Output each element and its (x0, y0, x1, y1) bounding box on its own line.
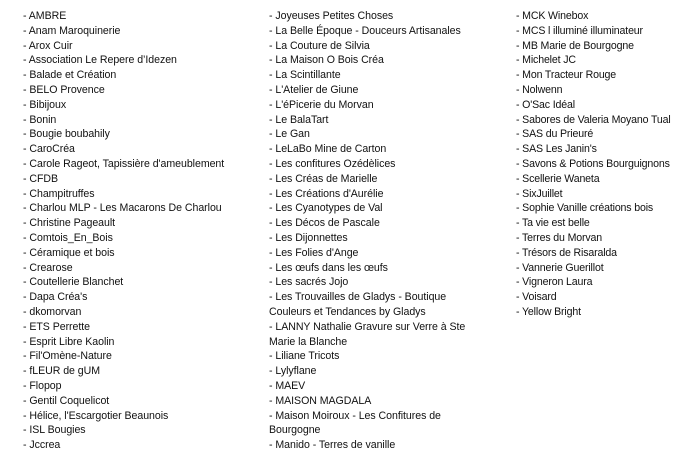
list-item: - Jccrea (23, 439, 61, 452)
list-item: - Gentil Coquelicot (23, 394, 110, 407)
list-item: - Céramique et bois (23, 246, 115, 259)
list-item: - SixJuillet (516, 187, 563, 200)
list-item: - MAISON MAGDALA (269, 394, 372, 407)
list-item: Couleurs et Tendances by Gladys (269, 305, 426, 318)
list-column-2 (269, 9, 507, 453)
list-item: - Sophie Vanille créations bois (516, 202, 654, 215)
list-item: - Mon Tracteur Rouge (516, 69, 617, 82)
list-item: - CaroCréa (23, 143, 75, 156)
list-item: - Bougie boubahily (23, 128, 110, 141)
list-item: - Nolwenn (516, 83, 563, 96)
list-item: - Les Créations d'Aurélie (269, 187, 384, 200)
list-item: - Anam Maroquinerie (23, 24, 121, 37)
list-item: - L'éPicerie du Morvan (269, 98, 374, 111)
list-item: - Manido - Terres de vanille (269, 439, 396, 452)
list-item: - SAS du Prieuré (516, 128, 594, 141)
list-item: - La Belle Époque - Douceurs Artisanales (269, 24, 461, 37)
list-item: - Les Dijonnettes (269, 231, 348, 244)
list-item: - Terres du Morvan (516, 231, 603, 244)
list-item: - BELO Provence (23, 83, 105, 96)
list-item: - Joyeuses Petites Choses (269, 10, 394, 22)
list-item: - fLEUR de gUM (23, 365, 101, 378)
list-item: - AMBRE (23, 10, 67, 22)
list-item: - Sabores de Valeria Moyano Tual (516, 113, 671, 126)
list-item: - MB Marie de Bourgogne (516, 39, 634, 52)
list-item: - Les sacrés Jojo (269, 276, 349, 289)
list-item: Bourgogne (269, 424, 321, 437)
list-item: Marie la Blanche (269, 335, 348, 348)
list-item: - Le BalaTart (269, 113, 329, 126)
list-item: - Association Le Repere d’Idezen (23, 54, 177, 67)
list-item: - La Maison O Bois Créa (269, 54, 384, 67)
list-item: - Crearose (23, 261, 73, 274)
list-item: - Yellow Bright (516, 305, 581, 318)
list-item: - Savons & Potions Bourguignons (516, 157, 670, 170)
list-item: - Les Trouvailles de Gladys - Boutique (269, 291, 447, 304)
list-item: - MCS l illuminé illuminateur (516, 24, 643, 37)
list-item: - Scellerie Waneta (516, 172, 600, 185)
list-item: - Le Gan (269, 128, 310, 141)
list-item: - Carole Rageot, Tapissière d'ameublement (23, 157, 225, 170)
list-column-3 (516, 9, 688, 320)
list-item: - Trésors de Risaralda (516, 246, 617, 259)
list-item: - MCK Winebox (516, 10, 589, 22)
list-item: - Christine Pageault (23, 217, 116, 230)
list-item: - Hélice, l'Escargotier Beaunois (23, 409, 169, 422)
list-item: - Flopop (23, 379, 62, 392)
list-item: - Les confitures Ozédèlices (269, 157, 396, 170)
list-item: - Arox Cuir (23, 39, 73, 52)
list-item: - Les Décos de Pascale (269, 217, 380, 230)
list-item: - Balade et Création (23, 69, 117, 82)
list-item: - Les œufs dans les œufs (269, 261, 388, 274)
list-item: - La Scintillante (269, 69, 341, 82)
list-item: - Vannerie Guerillot (516, 261, 604, 274)
list-item: - Les Folies d'Ange (269, 246, 359, 259)
list-item: - LANNY Nathalie Gravure sur Verre à Ste (269, 320, 466, 333)
list-item: - Les Cyanotypes de Val (269, 202, 383, 215)
list-item: - Ta vie est belle (516, 217, 590, 230)
list-item: - Lylyflane (269, 365, 317, 378)
list-item: - Champitruffes (23, 187, 95, 200)
list-item: - CFDB (23, 172, 59, 185)
list-item: - ISL Bougies (23, 424, 86, 437)
list-item: - Fil'Omène-Nature (23, 350, 112, 363)
list-item: - O'Sac Idéal (516, 98, 575, 111)
list-item: - LeLaBo Mine de Carton (269, 143, 387, 156)
list-item: - Michelet JC (516, 54, 576, 67)
list-item: - ETS Perrette (23, 320, 91, 333)
list-item: - Comtois_En_Bois (23, 231, 113, 244)
list-item: - Maison Moiroux - Les Confitures de (269, 409, 441, 422)
list-item: - MAEV (269, 379, 306, 392)
list-item: - Bonin (23, 113, 57, 126)
list-item: - L'Atelier de Giune (269, 83, 359, 96)
list-column-1 (23, 9, 258, 453)
list-item: - Dapa Créa's (23, 291, 88, 304)
list-item: - Voisard (516, 291, 557, 304)
list-item: - Liliane Tricots (269, 350, 340, 363)
list-item: - La Couture de Silvia (269, 39, 370, 52)
list-item: - Coutellerie Blanchet (23, 276, 124, 289)
list-item: - Bibijoux (23, 98, 67, 111)
list-item: - SAS Les Janin's (516, 143, 597, 156)
list-item: - Les Créas de Marielle (269, 172, 378, 185)
list-item: - Vigneron Laura (516, 276, 593, 289)
list-item: - Charlou MLP - Les Macarons De Charlou (23, 202, 222, 215)
list-item: - Esprit Libre Kaolin (23, 335, 115, 348)
list-item: - dkomorvan (23, 305, 82, 318)
